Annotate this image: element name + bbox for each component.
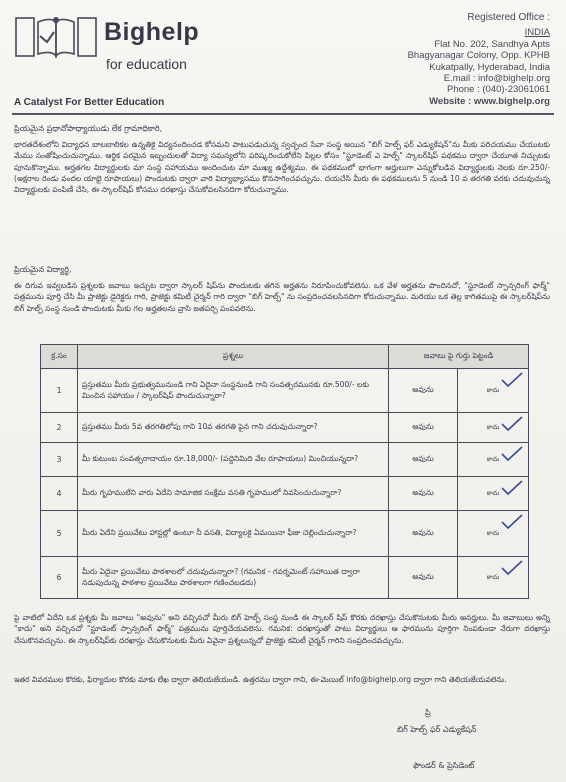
row-number: 2 — [41, 413, 78, 443]
header-divider — [12, 113, 554, 115]
office-line3: Kukatpally, Hyderabad, India — [429, 61, 550, 73]
row-question: మీ కుటుంబ సంవత్సరాదాయం రూ.18,000/- (పద్దెనిమిది వేల రూపాయలు) మించియున్నదా? — [78, 443, 389, 477]
office-address — [408, 12, 550, 107]
tick-mark-icon — [500, 513, 524, 531]
signature-title: ఫౌండర్ & ప్రెసిడెంట్ — [413, 761, 475, 770]
salutation-headmaster: ప్రియమైన ప్రధానోపాధ్యాయుడు లేక గ్రామాధికారి, — [14, 124, 163, 133]
signature-org: బిగ్ హెల్ప్ ఫర్ ఎడ్యుకేషన్ — [397, 725, 477, 734]
col-serial: క్ర.సం — [41, 345, 78, 369]
eligibility-note: పై వాటిలో ఏదేని ఒక ప్రశ్నకు మీ జవాబు "అవును" అని వచ్చినచో మీరు బిగ్ హెల్ప్ సంస్థ నుండి ఈ స్కాలర్ షిప్ కొరకు దరఖాస్తు చేసుకొనుటకు మీరు అనర్హులు. మీ జవాబులు అన్ని "కాదు" అని వచ్చినచో "స్టూడెంట్ స్పాన్సరింగ్ ఫార్మ్" పత్రమును పూర్తిచేయవలెను. గమనిక: దరఖాస్తుతో పాటు విద్యార్థులు ఆ ఫారమును పూర్తిగా నింపకుండా నేరుగా దరఖాస్తు చేసుకొనవచ్చును. ఈ స్కాలర్‌షిప్‌కు దరఖాస్తు చేసుకొనుటకు మీరు ఏవైనా ప్రశ్నలున్నచో ప్రాజెక్టు కమిటీ చైర్మన్ గారిని సంప్రదించవచ్చును. — [14, 613, 550, 645]
brand-name: Bighelp — [104, 18, 200, 46]
salutation-student: ప్రియమైన విద్యార్థి, — [14, 265, 72, 274]
answer-yes[interactable]: అవును — [389, 413, 458, 443]
row-number: 5 — [41, 511, 78, 557]
eligibility-table — [40, 344, 529, 599]
row-number: 3 — [41, 443, 78, 477]
row-question: మీరు ఏదేని ప్రయివేటు హాస్టల్లో ఉంటూ నీ వసతి, విద్యాలకై ఏమయినా ఫీజు చెల్లించుచున్నారా? — [78, 511, 389, 557]
row-question: మీరు ఏదైనా ప్రయివేటు పాఠశాలలో చదువుచున్నారా? (గమనిక - గవర్నమెంట్ సహాయిత ద్వారా నడుపుచున్న పాఠశాల ప్రయివేటు పాఠశాలగా గణించబడదు) — [78, 557, 389, 599]
answer-no: కాదు — [486, 385, 500, 394]
answer-yes[interactable]: అవును — [389, 477, 458, 511]
office-website: Website : www.bighelp.org — [429, 95, 550, 107]
contact-paragraph: ఇతర వివరముల కొరకు, ఫిర్యాదుల కొరకు మాకు లేఖ ద్వారా తెలియజేయండి. ఉత్తరము ద్వారా గాని, ఈ-మెయిల్ info@bighelp.org ద్వారా గాని తెలియజేయవలెను. — [14, 675, 507, 684]
row-number: 4 — [41, 477, 78, 511]
answer-no-cell[interactable] — [458, 413, 529, 443]
answer-no-cell[interactable] — [458, 369, 529, 413]
tagline: A Catalyst For Better Education — [14, 97, 165, 108]
row-question: ప్రస్తుతము మీరు ప్రభుత్వమునుండి గాని ఏదైనా సంస్థనుండి గాని సంవత్సరమునకు రూ.500/- లకు మించిన సహాయం / స్కాలర్‌షిప్ పొందుచున్నారా? — [78, 369, 389, 413]
intro-paragraph: భారతదేశంలోని విద్యాధన బాలబాలికల ఉన్నతికై విద్యనందించడ కోసమని పాటుపడుచున్న స్వచ్ఛంద సేవా సంస్థ అయిన "బిగ్ హెల్ప్ ఫర్ ఎడ్యుకేషన్"ను మీకు పరిచయము చేయుటకు మేము సంతోషించుచున్నాము. ఆర్థిక పరమైన ఇబ్బందులతో విద్యా సమస్యలోని పరిష్కరించుకోలేని పిల్లల కోసం "స్టూడెంట్ ఎ హెల్ప్" స్కాలర్‌షిప్ పథకము ద్వారా చేయూత నిచ్చుటకు పూనుకొన్నాము. అర్హతగల విద్యార్థులకు మా సంస్థ సహాయము అందించుట మా ముఖ్య ఉద్దేశ్యము. ఈ పథకములో భాగంగా అర్హులుగా ఎన్నుకోబడిన విద్యార్థులకు నెలకు రూ.250/- (అక్షరాల రెండు వందల యాభై రూపాయలు) పొందుటకు ద్వారా వారి విద్యాభ్యాసము కొనసాగించవచ్చును. దయచేసి మీరు ఈ పథకములను 5 నుండి 10 వ తరగతి వరకు చదువుచున్న విద్యార్థులకు పంపిణీ చేసి, ఈ స్కాలర్‌షిప్ కోసము దరఖాస్తు చేసుకోవలసినదిగా కోరుచున్నాము. — [14, 140, 550, 195]
table-row — [41, 369, 529, 413]
answer-no: కాదు — [486, 422, 500, 431]
tick-mark-icon — [500, 415, 524, 433]
answer-no: కాదు — [486, 572, 500, 581]
table-header-row — [41, 345, 529, 369]
row-number: 6 — [41, 557, 78, 599]
answer-yes[interactable]: అవును — [389, 511, 458, 557]
answer-no-cell[interactable] — [458, 557, 529, 599]
answer-no-cell[interactable] — [458, 477, 529, 511]
answer-yes[interactable]: అవును — [389, 557, 458, 599]
table-row — [41, 413, 529, 443]
signature-mark: ప్రి — [425, 708, 431, 717]
col-answer: జవాబు పై గుర్తు పెట్టండి — [389, 345, 529, 369]
answer-no: కాదు — [486, 488, 500, 497]
office-line2: Bhagyanagar Colony, Opp. KPHB — [407, 50, 550, 62]
answer-yes[interactable]: అవును — [389, 369, 458, 413]
col-questions: ప్రశ్నలు — [78, 345, 389, 369]
answer-no-cell[interactable] — [458, 511, 529, 557]
table-row — [41, 557, 529, 599]
answer-no: కాదు — [486, 454, 500, 463]
brand-subtitle: for education — [106, 56, 187, 72]
office-line1: Flat No. 202, Sandhya Apts — [434, 38, 550, 50]
office-email: E.mail : info@bighelp.org — [443, 73, 550, 85]
answer-no-cell[interactable] — [458, 443, 529, 477]
row-question: ప్రస్తుతము మీరు 5వ తరగతిలోపు గాని 10వ తరగతి పైన గాని చదువుచున్నారా? — [78, 413, 389, 443]
table-row — [41, 443, 529, 477]
office-title: Registered Office : — [467, 12, 550, 23]
answer-no: కాదు — [486, 528, 500, 537]
tick-mark-icon — [500, 445, 524, 463]
table-row — [41, 511, 529, 557]
tick-mark-icon — [500, 371, 524, 389]
row-question: మీరు గృహములేని వారు ఏదేని సామాజిక సంక్షేమ వసతి గృహములో నివసించుచున్నారా? — [78, 477, 389, 511]
office-country: INDIA — [524, 27, 550, 39]
row-number: 1 — [41, 369, 78, 413]
answer-yes[interactable]: అవును — [389, 443, 458, 477]
office-phone: Phone : (040)-23061061 — [447, 84, 550, 96]
table-row — [41, 477, 529, 511]
tick-mark-icon — [500, 559, 524, 577]
bighelp-logo-icon — [14, 12, 98, 62]
tick-mark-icon — [500, 479, 524, 497]
instructions-paragraph: ఈ దిగువ ఇవ్వబడిన ప్రశ్నలకు జవాబు ఇచ్చుట ద్వారా స్కాలర్ షిప్‌ను పొందుటకు తగిన అర్హతను నిరూపించుకోవలెను. ఒక వేళ అర్హతను పొందినచో, "స్టూడెంట్ స్పాన్సరింగ్ ఫార్మ్" పత్రమును పూర్తి చేసి మీ ప్రాజెక్టు డైరెక్టరు గారి, ప్రాజెక్టు కమిటీ చైర్మన్ గారి ద్వారా "బిగ్ హెల్ప్" ను సంప్రదించవలసినదిగా కోరుచున్నాము. మరియు ఒక తెల్ల కాగితముపై ఈ స్కాలర్‌షిప్‌ను బిగ్ హెల్ప్ సంస్థ నుండి పొందుటకు మీకు గల అర్హతలను వ్రాసి జతపర్చి పంపవలెను. — [14, 281, 550, 313]
